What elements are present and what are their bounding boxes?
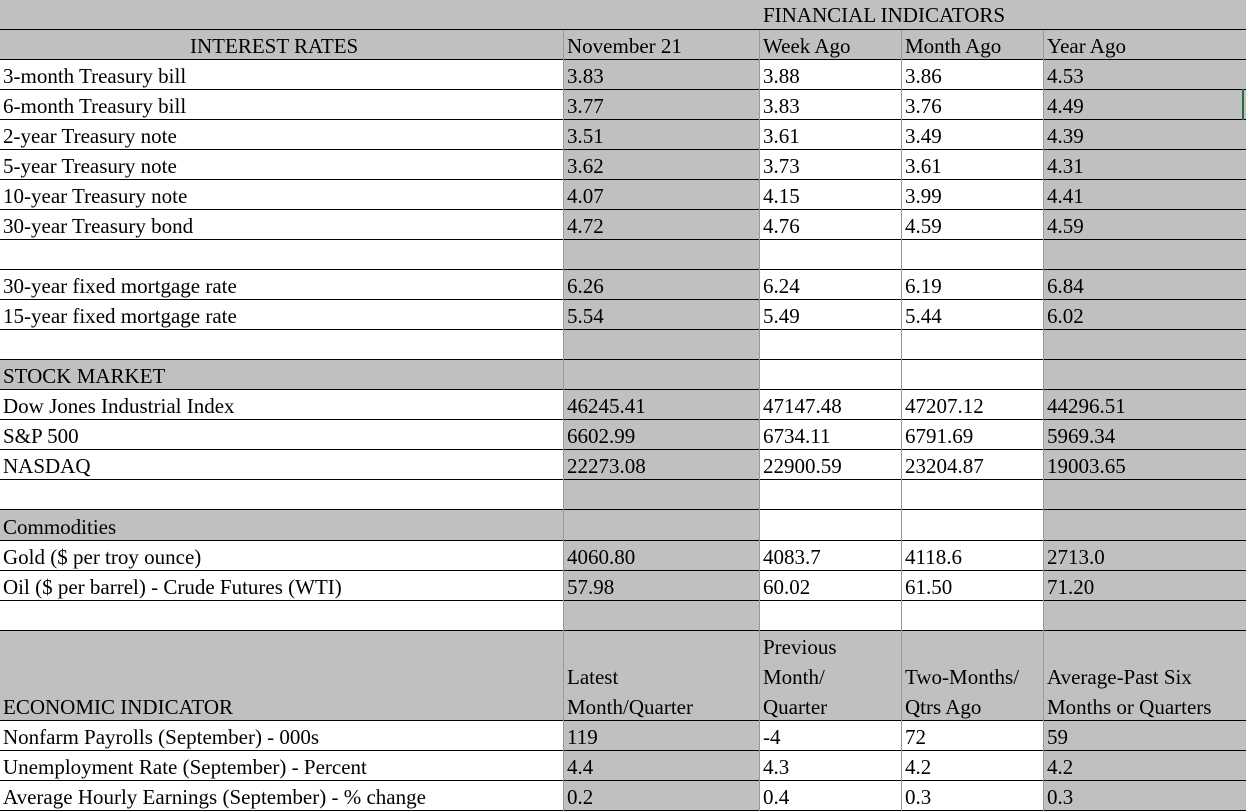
row-label: 6-month Treasury bill	[3, 94, 187, 118]
row-value-col1: 4.07	[567, 184, 604, 208]
grid-line	[0, 449, 1246, 450]
grid-line	[0, 419, 1246, 420]
grid-line	[0, 329, 1246, 330]
grid-line-vertical	[563, 30, 564, 811]
row-value-col1: 22273.08	[567, 454, 646, 478]
row-label: Nonfarm Payrolls (September) - 000s	[3, 725, 320, 749]
row-label: 10-year Treasury note	[3, 184, 188, 208]
grid-line	[0, 389, 1246, 390]
grid-line	[0, 209, 1246, 210]
grid-line	[0, 720, 1246, 721]
title-band	[0, 0, 1246, 30]
grid-line	[0, 29, 1246, 30]
row-value-col2: 4083.7	[763, 545, 821, 569]
row-value-col4: 6.84	[1047, 274, 1084, 298]
row-value-col1: 4.4	[567, 755, 594, 779]
grid-line	[0, 179, 1246, 180]
row-value-col2: 3.88	[763, 64, 800, 88]
economic-indicator-heading: ECONOMIC INDICATOR	[3, 695, 234, 719]
economic-col1-header-line1: Latest	[567, 665, 619, 689]
row-value-col1: 3.77	[567, 94, 604, 118]
row-value-col2: 4.15	[763, 184, 800, 208]
row-value-col2: 6.24	[763, 274, 800, 298]
row-label: S&P 500	[3, 424, 79, 448]
row-value-col3: 0.3	[905, 785, 932, 809]
economic-col4-header-line1: Average-Past Six	[1047, 665, 1192, 689]
column-header-interest-rates: INTEREST RATES	[190, 34, 359, 58]
row-value-col1: 57.98	[567, 575, 615, 599]
grid-line	[0, 149, 1246, 150]
row-value-col3: 6.19	[905, 274, 942, 298]
row-value-col3: 4.2	[905, 755, 932, 779]
grid-line	[0, 239, 1246, 240]
grid-line	[0, 750, 1246, 751]
grid-line	[0, 359, 1246, 360]
row-value-col4: 71.20	[1047, 575, 1095, 599]
row-value-col1: 5.54	[567, 304, 604, 328]
row-value-col2: 47147.48	[763, 394, 842, 418]
row-value-col4: 4.2	[1047, 755, 1074, 779]
row-value-col3: 3.99	[905, 184, 942, 208]
row-value-col1: 0.2	[567, 785, 594, 809]
row-value-col4: 4.59	[1047, 214, 1084, 238]
row-value-col4: 59	[1047, 725, 1068, 749]
economic-col4-fill	[1043, 721, 1246, 811]
row-value-col1: 3.83	[567, 64, 604, 88]
row-label: Unemployment Rate (September) - Percent	[3, 755, 367, 779]
row-value-col1: 3.51	[567, 124, 604, 148]
row-value-col2: 4.3	[763, 755, 790, 779]
grid-line	[0, 479, 1246, 480]
row-label: 5-year Treasury note	[3, 154, 177, 178]
row-value-col3: 4.59	[905, 214, 942, 238]
row-value-col4: 4.53	[1047, 64, 1084, 88]
column-header-month-ago: Month Ago	[905, 34, 1002, 58]
row-label: 2-year Treasury note	[3, 124, 177, 148]
column-header-week-ago: Week Ago	[763, 34, 851, 58]
row-value-col2: 5.49	[763, 304, 800, 328]
economic-col2-header-line2: Month/	[763, 665, 825, 689]
grid-line	[0, 89, 1246, 90]
row-value-col1: 6602.99	[567, 424, 636, 448]
row-label: Gold ($ per troy ounce)	[3, 545, 202, 569]
row-label: 3-month Treasury bill	[3, 64, 187, 88]
grid-line	[0, 630, 1246, 631]
grid-line-vertical	[901, 30, 902, 811]
stock-market-heading: STOCK MARKET	[3, 364, 166, 388]
row-value-col3: 3.49	[905, 124, 942, 148]
row-value-col4: 5969.34	[1047, 424, 1116, 448]
grid-line	[0, 269, 1246, 270]
economic-col2-header-line3: Quarter	[763, 695, 828, 719]
economic-col3-header-line1: Two-Months/	[905, 665, 1020, 689]
row-value-col4: 44296.51	[1047, 394, 1126, 418]
row-label: 30-year Treasury bond	[3, 214, 194, 238]
row-value-col3: 3.61	[905, 154, 942, 178]
grid-line	[0, 780, 1246, 781]
column-header-date: November 21	[567, 34, 682, 58]
row-value-col2: 3.61	[763, 124, 800, 148]
row-value-col4: 2713.0	[1047, 545, 1105, 569]
grid-line	[0, 540, 1246, 541]
row-value-col1: 3.62	[567, 154, 604, 178]
commodities-heading: Commodities	[3, 515, 117, 539]
row-value-col1: 4060.80	[567, 545, 636, 569]
row-value-col3: 3.76	[905, 94, 942, 118]
grid-line	[0, 570, 1246, 571]
row-value-col2: 6734.11	[763, 424, 831, 448]
row-value-col4: 19003.65	[1047, 454, 1126, 478]
row-value-col1: 6.26	[567, 274, 604, 298]
row-value-col1: 46245.41	[567, 394, 646, 418]
row-value-col2: 60.02	[763, 575, 811, 599]
row-label: NASDAQ	[3, 454, 91, 478]
economic-col1-header-line2: Month/Quarter	[567, 695, 693, 719]
row-value-col3: 4118.6	[905, 545, 962, 569]
column-header-year-ago: Year Ago	[1047, 34, 1126, 58]
economic-col3-header-line2: Qtrs Ago	[905, 695, 982, 719]
row-value-col2: 3.73	[763, 154, 800, 178]
row-label: Average Hourly Earnings (September) - % change	[3, 785, 426, 809]
row-value-col1: 119	[567, 725, 598, 749]
row-value-col2: 3.83	[763, 94, 800, 118]
row-value-col2: 22900.59	[763, 454, 842, 478]
row-value-col1: 4.72	[567, 214, 604, 238]
economic-col4-header-line2: Months or Quarters	[1047, 695, 1212, 719]
row-value-col2: -4	[763, 725, 781, 749]
row-value-col3: 5.44	[905, 304, 942, 328]
row-label: Oil ($ per barrel) - Crude Futures (WTI)	[3, 575, 342, 599]
row-label: Dow Jones Industrial Index	[3, 394, 235, 418]
grid-line	[0, 299, 1246, 300]
grid-line	[0, 59, 1246, 60]
row-value-col3: 3.86	[905, 64, 942, 88]
grid-line	[0, 509, 1246, 510]
selection-marker	[1242, 89, 1244, 120]
row-value-col4: 4.41	[1047, 184, 1084, 208]
grid-line	[0, 600, 1246, 601]
row-label: 30-year fixed mortgage rate	[3, 274, 237, 298]
grid-line-vertical	[1043, 30, 1044, 811]
row-value-col3: 47207.12	[905, 394, 984, 418]
row-value-col3: 61.50	[905, 575, 953, 599]
grid-line-vertical	[759, 30, 760, 811]
row-label: 15-year fixed mortgage rate	[3, 304, 237, 328]
row-value-col2: 0.4	[763, 785, 790, 809]
row-value-col4: 4.39	[1047, 124, 1084, 148]
economic-col2-header-line1: Previous	[763, 635, 837, 659]
grid-line	[0, 119, 1246, 120]
row-value-col3: 23204.87	[905, 454, 984, 478]
sheet-title: FINANCIAL INDICATORS	[763, 3, 1006, 27]
row-value-col4: 0.3	[1047, 785, 1074, 809]
row-value-col2: 4.76	[763, 214, 800, 238]
row-value-col4: 4.31	[1047, 154, 1084, 178]
row-value-col3: 6791.69	[905, 424, 974, 448]
row-value-col3: 72	[905, 725, 926, 749]
row-value-col4: 6.02	[1047, 304, 1084, 328]
row-value-col4: 4.49	[1047, 94, 1084, 118]
